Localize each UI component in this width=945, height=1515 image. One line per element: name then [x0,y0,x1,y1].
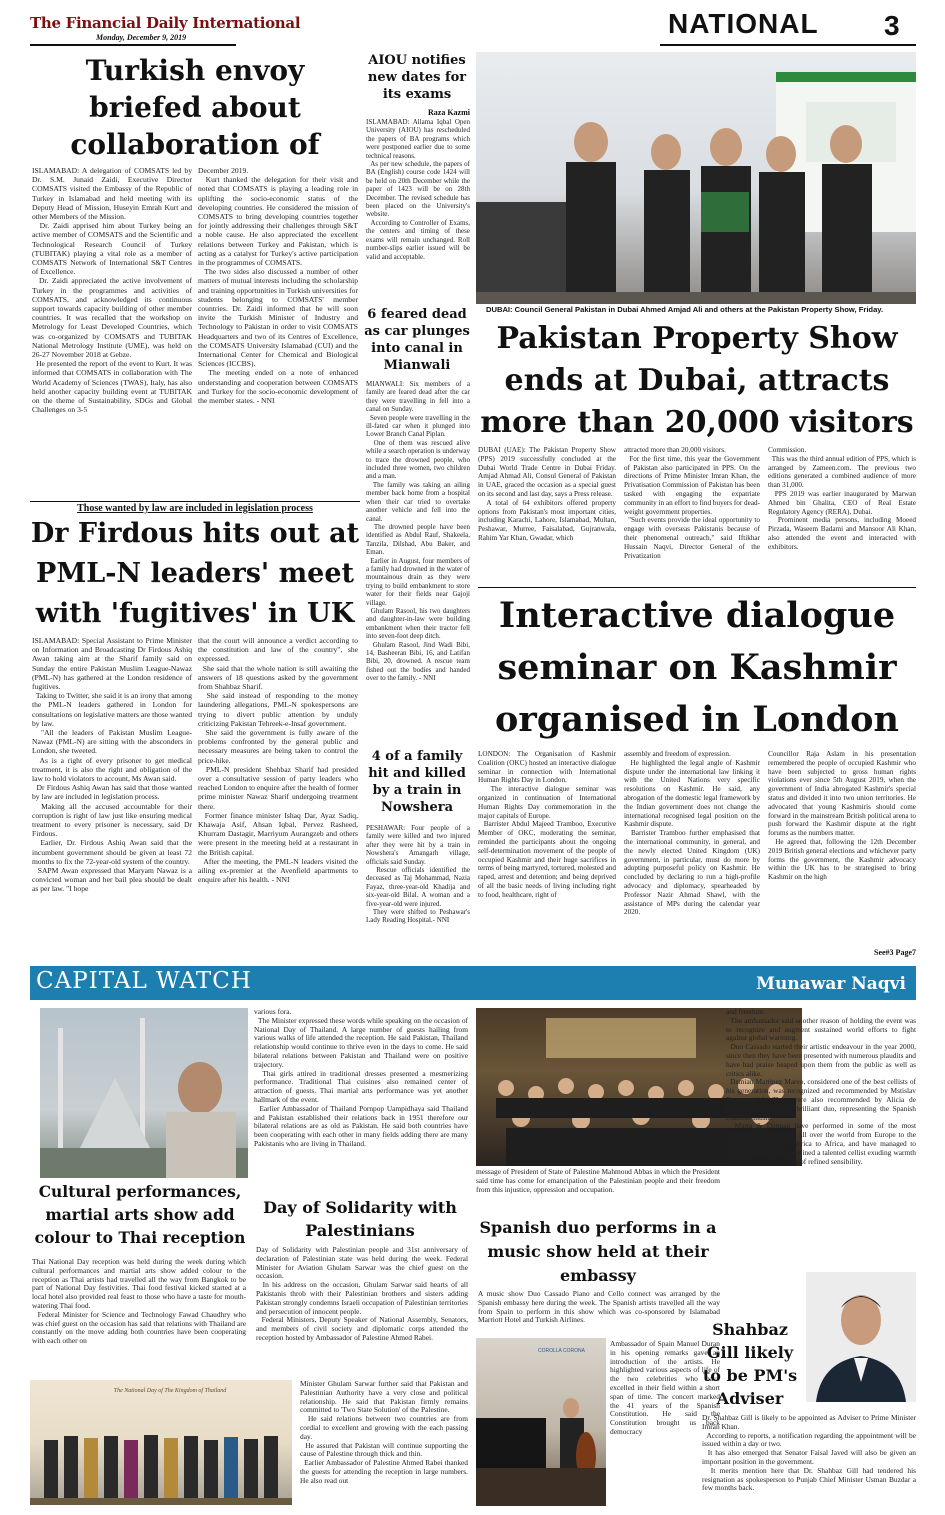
section-rule [660,44,916,46]
photo-thai-national-day [30,1380,292,1505]
article-turkish-col1: ISLAMABAD: A delegation of COMSATS led by Dr. S.M. Junaid Zaidi, Executive Director COMSATS visited the Embassy of the Republic of Turkey in Islamabad and held meeting with its Deputy Head of Mission, Huseyin Emrah Kurt and other Members of the Mission. Dr. Zaidi apprised him about Turkey being an active member of COMSATS and the Scientific and Technological Research Council of Turkey (TUBITAK) playing a vital role as a member of COMSATS Network of International S&T Centres of Excellence. Dr. Zaidi appreciated the active involvement of Turkey in the programmes and activities of COMSATS, and acknowledged its continuous support towards capacity building of other member countries. It was recalled that the workshop on Metrology for Least Developed Countries, which was co-organized by COMSATS and TUBITAK National Metrology Institute (UME), was held on 26-27 November 2018 at Gebze. He presented the report of the event to Kurt. It was informed that COMSATS in collaboration with The World Academy of Sciences (TWAS), Italy, has also held another capacity building event at TUBITAK on the theme of Sustainability, SDGs and Global Challenges on 3-5 [32,166,192,415]
column-author: Munawar Naqvi [756,974,906,994]
photo-thai-art [30,1380,292,1505]
headline-spanish-duo: Spanish duo performs in a music show held at their embassy [479,1218,717,1285]
headline-turkish-envoy: Turkish envoy briefed about collaboration of [70,54,320,161]
masthead [0,0,945,52]
photo-property-show [476,52,916,304]
article-spanish-col2: Ambassador of Spain Manuel Duran in his opening remarks gave an introduction of the artists. He highlighted various aspects of life of the two celebrities who have excelled in their field within a short span of time. The concert marked the 41 years of the Spanish Constitution. He said the Constitution brought us back democracy [610,1340,720,1436]
kicker-rule-top [30,501,360,502]
kicker-legislation: Those wanted by law are included in legislation process [77,503,313,514]
capital-watch-title: CAPITAL WATCH [36,968,252,994]
photo-property-show-art [476,52,916,304]
jump-line: See#3 Page7 [874,948,916,957]
page-number: 3 [884,10,900,41]
photo-mosque-art [40,1008,248,1178]
caption-property-show: DUBAI: Council General Pakistan in Dubai Ahmed Amjad Ali and others at the Pakistan Property Show, Friday. [486,305,884,314]
byline-aiou: Raza Kazmi [428,108,470,117]
headline-palestine: Day of Solidarity with Palestinians [263,1198,457,1240]
article-firdous-col2: that the court will announce a verdict according to the constitution and law of the country", she expressed. She said that the whole nation is still awaiting the answers of 18 questions asked by the government from Shahbaz Sharif. She said instead of responding to the money laundering allegations, PML-N spokespersons are trying to divert public attention by unduly criticizing Pakistan Tehreek-e-Insaf government. She said the government is fully aware of the problems confronted by the general public and necessary measures are being taken to control the price-hike. PML-N president Shehbaz Sharif had presided over a consultative session of party leaders who reached London to enquire after the health of former prime minister Nawaz Sharif undergoing treatment there. Former finance minister Ishaq Dar, Ayaz Sadiq, Khawaja Asif, Ahsan Iqbal, Pervez Rasheed, Khurram Dastagir, Marriyum Aurangzeb and others were present in the meeting held at a restaurant in the British capital. After the meeting, the PML-N leaders visited the ailing ex-premier at the Avenfield apartments to enquire after his health. - NNI [198,636,358,885]
article-spanish-col1: A music show Duo Cassado Piano and Cello connect was arranged by the Spanish embassy here during the week. The Spanish artists travelled all the way from Spain to perform in this show which was co-sponsored by Islamabad Marriott Hotel and Turkish Airlines. [478,1290,720,1325]
thai-backdrop-text: The National Day of The Kingdom of Thailand [113,1388,227,1394]
headline-mianwali: 6 feared dead as car plunges into canal in Mianwali [364,307,470,373]
concert-banner-text: COROLLA CORONA [538,1348,585,1354]
photo-mosque-portrait [40,1008,248,1178]
article-pps-col3: Commission. This was the third annual edition of PPS, which is arranged by Zameen.com. The previous two editions generated a combined audience of more than 31,000. PPS 2019 was earlier inaugurated by Marwan Ahmed bin Ghalita, CEO of Real Estate Regulatory Agency (RERA), Dubai. Prominent media persons, including Moeed Pirzada, Waseem Badami and Mansoor Ali Khan, also attended the event and interacted with exhibitors. [768,446,916,551]
article-nowshera: PESHAWAR: Four people of a family were killed and two injured after they were hit by a train in Nowshera's Amangarh village, officials said Sunday. Rescue officials identified the deceased as Taj Mohammad, Nazia Fayaz, three-year-old Khadija and six-year-old Bilal. A woman and a five-year-old were injured. They were shifted to Peshawar's Lady Reading Hospital.- NNI [366,824,470,925]
masthead-title: The Financial Daily International [30,14,301,32]
article-kashmir-col2: assembly and freedom of expression. He highlighted the legal angle of Kashmir dispute under the international law linking it with the United Nations very specific resolutions on Kashmir. He said, any abrogation of the domestic legal framework by the Indian government does not change the international recognised legal position on the Kashmir dispute. Barrister Tramboo further emphasised that the international community, in general, and the newly elected United Kingdom (UK) government, in particular, must do more by adopting purposeful policy on Kashmir. He concluded by declaring to run a high-profile advocacy and diplomacy, spearheaded by Professor Nazir Ahmad Shawl, with the assistance of MPs during the calendar year 2020. [624,750,760,917]
article-kashmir-col1: LONDON: The Organisation of Kashmir Coalition (OKC) hosted an interactive dialogue seminar in connection with International Human Rights Day in London. The interactive dialogue seminar was organized in continuation of International Human Rights Day commemoration in the major capitals of Europe. Barrister Abdul Majeed Tramboo, Executive Member of OKC, moderating the seminar, reminded the participants about the ongoing self-determination movement of the people of occupied Kashmir and their huge sacrifices in terms of being martyred, tortured, molested and raped, arrest and detention; and being deprived of all the basic needs of living including right to food, healthcare, right of [478,750,616,899]
article-palestine-col2: Minister Ghulam Sarwar further said that Pakistan and Palestinian Authority have a very close and political relationship. He said that Pakistan firmly remains committed to 'Two State Solution' of the Palestine. He said relations between two countries are from cordial to excellent and growing with the each passing day. He assured that Pakistan will continue supporting the cause of Palestine through thick and thin. Earlier Ambassador of Palestine Ahmed Rabei thanked the guests for attending the reception in large numbers. He also read out [300,1380,468,1485]
article-mianwali: MIANWALI: Six members of a family are feared dead after the car they were travelling in fell into a canal on Sunday. Seven people were travelling in the ill-fated car when it plunged into Lower Branch Canal Piplan. One of them was rescued alive while a search operation is underway to trace the drowned people, who included three women, two children and a man. The family was taking an ailing member back home from a hospital when their car tried to overtake another vehicle and fell into the canal. The drowned people have been identified as Abdul Rauf, Shakeela, Tanzila, Dilshad, Abu Baker, and Eman. Earlier in August, four members of a family had drowned in the water of mountainous drain as they were trying to build embankment to store water for their fields near Gajoji village. Ghulam Rasool, his two daughters and daughter-in-law were building embankment when their tractor fell into seven-foot deep ditch. Ghulam Rasool, Jind Wadi Bibi, 14, Basheeran Bibi, 16, and Latifan Bibi, 20, drowned. A rescue team fished out the bodies and handed over to the family. - NNI [366,380,470,683]
article-pps-col1: DUBAI (UAE): The Pakistan Property Show (PPS) 2019 successfully concluded at the Dubai World Trade Centre in Dubai Friday. Amjad Ahmad Ali, Consul General of Pakistan in UAE, graced the occasion as a special guest on its second and last day, says a Press release. A total of 64 exhibitors offered property options from Pakistan's most important cities, including Karachi, Lahore, Islamabad, Multan, Peshawar, Murree, Faisalabad, Gujranwala, Rahim Yar Khan, Gwadar, which [478,446,616,542]
headline-kashmir: Interactive dialogue seminar on Kashmir organised in London [495,595,899,740]
article-palestine-col1: Day of Solidarity with Palestinian people and 31st anniversary of declaration of Palestinian state was held during the week. Federal Minister for Aviation Ghulam Sarwar was the chief guest on the occasion. In his address on the occasion, Ghulam Sarwar said hearts of all Pakistanis throb with their Palestinian brothers and sisters adding Pakistan strongly condemns Israeli occupation of Palestinian territories and persecution of innocent people. Federal Ministers, Deputy Speaker of National Assembly, Senators, and members of civil society and diplomatic corps attended the reception hosted by Ambassador of Palestine Ahmed Rabei. [256,1246,468,1342]
capital-watch-banner [30,966,916,1000]
headline-property-show: Pakistan Property Show ends at Dubai, attracts more than 20,000 visitors [480,321,914,440]
article-kashmir-col3: Councillor Raja Aslam in his presentation remembered the people of occupied Kashmir who have been subjected to gross human rights violations ever since 5th August 2019, when the government of India abrogated Kashmir's special status and divided it into two union territories. He advocated that young Kashmiris should come forward in the mainstream British political arena to push forward the Kashmir dispute at the right forums as the numbers matter. He agreed that, following the 12th December 2019 British general elections and whichever party forms the government, the Kashmir advocacy within the UK has to be strategised to bring Kashmir on the high [768,750,916,882]
headline-nowshera: 4 of a family hit and killed by a train in Nowshera [368,749,466,815]
photo-shahbaz-gill [806,1272,916,1402]
masthead-date: Monday, December 9, 2019 [96,33,187,42]
headline-aiou: AIOU notifies new dates for its exams [367,53,467,102]
section-name: NATIONAL [668,8,819,39]
masthead-rule [30,44,236,46]
photo-spanish-concert [476,1338,606,1506]
article-shahbaz: Dr. Shahbaz Gill is likely to be appointed as Adviser to Prime Minister Imran Khan. According to reports, a notification regarding the appointment will be issued within a day or two. It has also emerged that Senator Faisal Javed will also be given an important position in the government. It merits mention here that Dr. Shahbaz Gill had tendered his resignation as spokesperson to Punjab Chief Minister Usman Buzdar a few months back. [702,1414,916,1493]
article-palestine-col3: message of President of State of Palestine Mahmoud Abbas in which the President said time has come for emancipation of the Palestinian people and their freedom from this injustice, oppression and occupation. [476,1168,720,1194]
photo-shahbaz-art [806,1272,916,1402]
article-aiou: ISLAMABAD: Allama Iqbal Open University (AIOU) has rescheduled the papers of BA programs which were postponed earlier due to some technical reasons. As per new schedule, the papers of BA (English) course code 1424 will be held on 20th December while the paper of 1423 will be on 28th December. The revised schedule has been placed on the University's website. According to Controller of Exams, the centers and timing of these exams will remain unchanged. Roll number-slips earlier issued will be valid and acceptable. [366,118,470,261]
article-pps-col2: attracted more than 20,000 visitors. For the first time, this year the Government of Pakistan also participated in PPS. On the directions of Prime Minister Imran Khan, the Privatisation Commission of Pakistan has been tasked with engaging the expatriate community in an effort to find buyers for dead-weight government properties. "Such events provide the ideal opportunity to engage with overseas Pakistanis because of their phenomenal outreach," said Iftikhar Hussain Naqvi, Director General of the Privatization [624,446,760,560]
headline-shahbaz-gill: Shahbaz Gill likely to be PM's Adviser [702,1320,798,1408]
article-thai-col1: Thai National Day reception was held during the week during which cultural performances and martial arts show added colour to the reception as Thai artists had travelled all the way from Bangkok to be part of National Day festivities. Thai food festival kicked started at a local hotel also provided real feast to those who have a taste for mouth-watering Thai food. Federal Minister for Science and Technology Fawad Chaudhry who was chief guest on the occasion has said that relations with Thailand are constantly on the move adding both countries have been cooperating with each other on [32,1258,246,1346]
article-spanish-col3: and freedom. The ambassador said another reason of holding the event was to recognize and augment sustained world efforts to fight against global warming. Duo Cassado started their artistic endeavour in the year 2000, since then they have been presented with numerous plaudits and have had praise heaped upon them from the public as well as critics alike. Damian Martinez Mareo, considered one of the best cellists of his generation, was recognized and recommended by Mstislav Rostropovich. They were also recommended by Alicia de Larrocha as the most brilliant duo, representing the Spanish chamber music. Marta & Damian have performed in some of the most prestigious auditoriums all over the world from Europe to the Middle East, from America to Africa, and have managed to form a duo that has combined a talented cellist exuding warmth and finesse and a pianist of refined sensibility. [726,1008,916,1166]
headline-firdous: Dr Firdous hits out at PML-N leaders' meet with 'fugitives' in UK [30,518,360,629]
article-turkish-col2: December 2019. Kurt thanked the delegation for their visit and noted that COMSATS is playing a leading role in uplifting the socio-economic status of the developing countries. He considered the mission of COMSATS to bring developing countries together for jointly addressing their challenges through S&T a noble cause. He also appreciated the excellent relations between Turkey and Pakistan, which is acting as a catalyst for Turkey's active participation in the programmes of COMSATS. The two sides also discussed a number of other matters of mutual interests including the scholarship and training opportunities in Turkish universities for students belonging to COMSATS' member countries. Dr. Zaidi informed that he will soon invite the Turkish Minister of Industry and Technology to Pakistan in order to visit COMSATS Headquarters and two of its Centres of Excellence, the COMSATS University Islamabad (CUI) and the International Center for Chemical and Biological Sciences (ICCBS). The meeting ended on a note of enhanced understanding and cooperation between COMSATS and Turkey for the socio-economic development of the member states. - NNI [198,166,358,406]
photo-concert-art [476,1338,606,1506]
article-firdous-col1: ISLAMABAD: Special Assistant to Prime Minister on Information and Broadcasting Dr Firdous Ashiq Awan taking aim at the Sharif family said on Sunday the entire Pakistan Muslim League-Nawaz (PML-N) has gathered at the London residence of fugitives. Taking to Twitter, she said it is an irony that among the PML-N leaders gathered in London for consultations on legislative matters are those wanted by law. "All the leaders of Pakistan Muslim League-Nawaz (PML-N) are sitting with the absconders in London, she tweeted. As is a right of every prisoner to get medical treatment, it is also the right and obligation of the law to hold violators to account, Ms Awan said. Dr Firdous Ashiq Awan has said that those wanted by law are included in legislation process. Making all the accused accountable for their corruption is right of law just like ensuring medical treatment to every prisoner is necessary, said Dr Firdous. Earlier, Dr. Firdous Ashiq Awan said that the incumbent government should be given at least 72 months to fix the 72-year-old system of the country. SAPM Awan expressed that Maryam Nawaz is a convicted woman and her bail plea should be dealt as per law. "I hope [32,636,192,894]
article-thai-col2: various fora. The Minister expressed these words while speaking on the occasion of National Day of Thailand. A large number of guests hailing from various walks of life attended the reception. He said Pakistan, Thailand relationship would continue to thrive even in the days to come. He said bilateral relations between Pakistan and Thailand were on positive trajectory. Thai girls attired in traditional dresses presented a mesmerizing performance. Traditional Thai cuisines also remained center of attraction of guests. Thai martial arts performance was yet another hallmark of the event. Earlier Ambassador of Thailand Pornpop Uampidhaya said Thailand and Pakistan established their relations back in 1951 therefore our bilateral relations are as old as Pakistan. He said both countries have been cooperating with each other in many fields adding there are many Pakistanis who are living in Thailand. [254,1008,468,1148]
headline-thai-reception: Cultural performances, martial arts show add colour to Thai reception [34,1182,246,1247]
kashmir-rule-top [478,587,916,588]
